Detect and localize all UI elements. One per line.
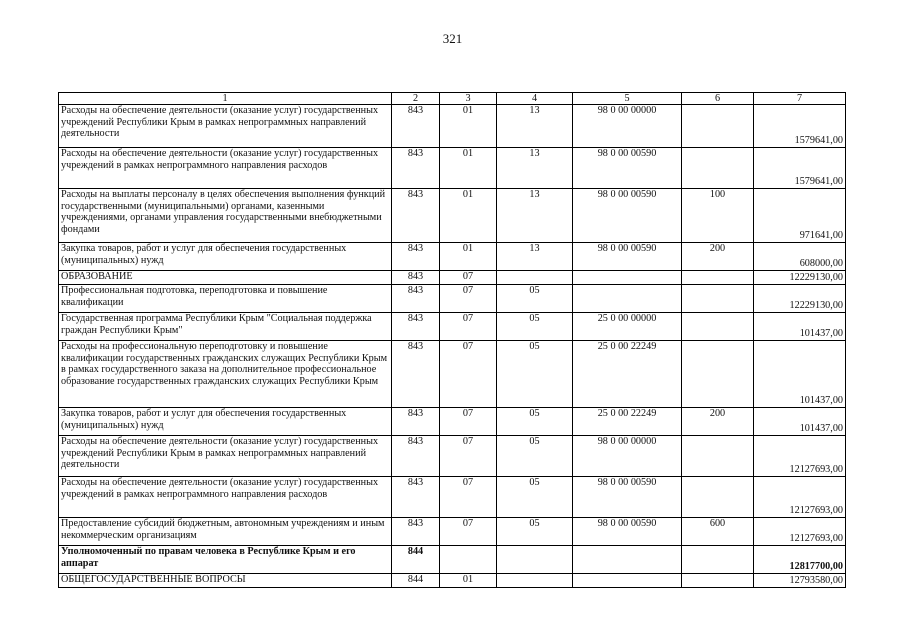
budget-item-name: Уполномоченный по правам человека в Республике Крым и его аппарат	[59, 546, 392, 574]
expense-type-code: 100	[682, 189, 754, 243]
admin-code: 843	[392, 189, 440, 243]
target-article-code: 98 0 00 00590	[573, 477, 682, 518]
budget-item-name: ОБРАЗОВАНИЕ	[59, 271, 392, 285]
amount: 12127693,00	[754, 477, 846, 518]
budget-item-name: Расходы на обеспечение деятельности (оказание услуг) государственных учреждений в рамках непрограммного направления расходов	[59, 477, 392, 518]
admin-code: 844	[392, 574, 440, 588]
budget-item-name: Государственная программа Республики Крым "Социальная поддержка граждан Республики Крым"	[59, 313, 392, 341]
target-article-code: 98 0 00 00000	[573, 436, 682, 477]
section-code: 07	[440, 341, 497, 408]
target-article-code: 25 0 00 22249	[573, 341, 682, 408]
section-code	[440, 546, 497, 574]
amount: 101437,00	[754, 313, 846, 341]
admin-code: 843	[392, 243, 440, 271]
budget-item-name: ОБЩЕГОСУДАРСТВЕННЫЕ ВОПРОСЫ	[59, 574, 392, 588]
section-code: 07	[440, 408, 497, 436]
column-number: 2	[392, 93, 440, 105]
table-row	[59, 148, 846, 189]
expense-type-code: 600	[682, 518, 754, 546]
target-article-code: 98 0 00 00590	[573, 189, 682, 243]
page-number: 321	[442, 31, 463, 46]
column-number: 1	[59, 93, 392, 105]
subsection-code: 13	[497, 243, 573, 271]
section-code: 01	[440, 574, 497, 588]
target-article-code	[573, 546, 682, 574]
admin-code: 843	[392, 436, 440, 477]
amount: 1579641,00	[754, 105, 846, 148]
section-code: 01	[440, 105, 497, 148]
target-article-code: 25 0 00 00000	[573, 313, 682, 341]
table-row	[59, 341, 846, 408]
admin-code: 843	[392, 271, 440, 285]
expense-type-code	[682, 574, 754, 588]
expense-type-code	[682, 313, 754, 341]
target-article-code	[573, 574, 682, 588]
admin-code: 844	[392, 546, 440, 574]
table-row	[59, 574, 846, 588]
amount: 12793580,00	[754, 574, 846, 588]
column-number: 5	[573, 93, 682, 105]
section-code: 07	[440, 518, 497, 546]
table-row	[59, 313, 846, 341]
subsection-code	[497, 271, 573, 285]
expense-type-code	[682, 546, 754, 574]
section-code: 07	[440, 271, 497, 285]
table-row	[59, 285, 846, 313]
admin-code: 843	[392, 477, 440, 518]
subsection-code: 05	[497, 518, 573, 546]
expense-type-code	[682, 436, 754, 477]
table-row	[59, 105, 846, 148]
amount: 101437,00	[754, 408, 846, 436]
budget-item-name: Профессиональная подготовка, переподготовка и повышение квалификации	[59, 285, 392, 313]
amount: 12127693,00	[754, 436, 846, 477]
admin-code: 843	[392, 341, 440, 408]
budget-item-name: Предоставление субсидий бюджетным, автономным учреждениям и иным некоммерческим организациям	[59, 518, 392, 546]
section-code: 07	[440, 285, 497, 313]
target-article-code: 98 0 00 00590	[573, 243, 682, 271]
expense-type-code	[682, 341, 754, 408]
expense-type-code	[682, 271, 754, 285]
expense-type-code	[682, 477, 754, 518]
column-number: 6	[682, 93, 754, 105]
admin-code: 843	[392, 313, 440, 341]
budget-item-name: Расходы на обеспечение деятельности (оказание услуг) государственных учреждений Республики Крым в рамках непрограммных направлений деятельности	[59, 105, 392, 148]
subsection-code: 13	[497, 148, 573, 189]
table-row	[59, 271, 846, 285]
expense-type-code	[682, 285, 754, 313]
subsection-code: 05	[497, 477, 573, 518]
target-article-code	[573, 271, 682, 285]
admin-code: 843	[392, 105, 440, 148]
admin-code: 843	[392, 285, 440, 313]
amount: 1579641,00	[754, 148, 846, 189]
target-article-code	[573, 285, 682, 313]
amount: 12229130,00	[754, 271, 846, 285]
admin-code: 843	[392, 518, 440, 546]
expense-type-code	[682, 105, 754, 148]
budget-table	[58, 92, 846, 588]
budget-item-name: Расходы на обеспечение деятельности (оказание услуг) государственных учреждений в рамках непрограммного направления расходов	[59, 148, 392, 189]
table-row	[59, 408, 846, 436]
column-number: 3	[440, 93, 497, 105]
section-code: 07	[440, 313, 497, 341]
column-number: 7	[754, 93, 846, 105]
target-article-code: 25 0 00 22249	[573, 408, 682, 436]
subsection-code	[497, 546, 573, 574]
expense-type-code: 200	[682, 243, 754, 271]
table-row	[59, 477, 846, 518]
amount: 12817700,00	[754, 546, 846, 574]
subsection-code: 05	[497, 436, 573, 477]
budget-item-name: Расходы на выплаты персоналу в целях обеспечения выполнения функций государственными (муниципальными) органами, казенными учреждениями, органами управления государственными внебюджетными фондами	[59, 189, 392, 243]
section-code: 01	[440, 243, 497, 271]
budget-item-name: Закупка товаров, работ и услуг для обеспечения государственных (муниципальных) нужд	[59, 243, 392, 271]
section-code: 07	[440, 436, 497, 477]
amount: 12229130,00	[754, 285, 846, 313]
subsection-code: 13	[497, 189, 573, 243]
amount: 12127693,00	[754, 518, 846, 546]
amount: 971641,00	[754, 189, 846, 243]
subsection-code: 13	[497, 105, 573, 148]
subsection-code: 05	[497, 285, 573, 313]
target-article-code: 98 0 00 00000	[573, 105, 682, 148]
table-row	[59, 189, 846, 243]
subsection-code: 05	[497, 313, 573, 341]
budget-item-name: Расходы на профессиональную переподготовку и повышение квалификации государственных гражданских служащих Республики Крым в рамках государственного заказа на дополнительное профессиональное образование государственных гражданских служащих Республики Крым	[59, 341, 392, 408]
amount: 608000,00	[754, 243, 846, 271]
subsection-code: 05	[497, 408, 573, 436]
expense-type-code	[682, 148, 754, 189]
admin-code: 843	[392, 408, 440, 436]
expense-type-code: 200	[682, 408, 754, 436]
subsection-code	[497, 574, 573, 588]
subsection-code: 05	[497, 341, 573, 408]
budget-item-name: Закупка товаров, работ и услуг для обеспечения государственных (муниципальных) нужд	[59, 408, 392, 436]
section-code: 01	[440, 189, 497, 243]
section-code: 01	[440, 148, 497, 189]
column-number-row	[59, 93, 846, 105]
table-row	[59, 546, 846, 574]
amount: 101437,00	[754, 341, 846, 408]
table-row	[59, 436, 846, 477]
target-article-code: 98 0 00 00590	[573, 518, 682, 546]
table-row	[59, 518, 846, 546]
table-row	[59, 243, 846, 271]
admin-code: 843	[392, 148, 440, 189]
target-article-code: 98 0 00 00590	[573, 148, 682, 189]
section-code: 07	[440, 477, 497, 518]
column-number: 4	[497, 93, 573, 105]
budget-item-name: Расходы на обеспечение деятельности (оказание услуг) государственных учреждений Республики Крым в рамках непрограммных направлений деятельности	[59, 436, 392, 477]
